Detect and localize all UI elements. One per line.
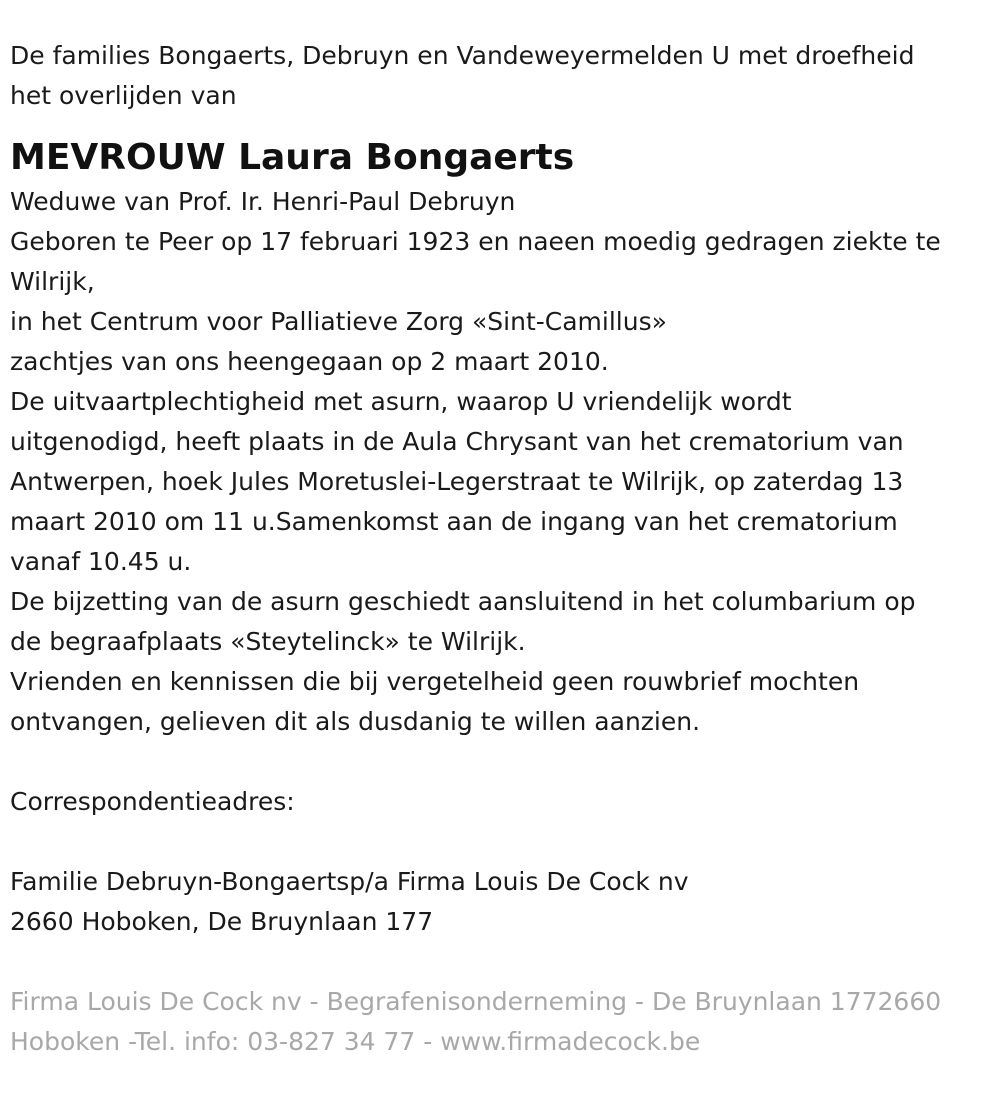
funeral-home-footer — [10, 982, 990, 1062]
body-line: in het Centrum voor Palliatieve Zorg «Sint-Camillus» — [10, 307, 667, 336]
deceased-name: MEVROUW Laura Bongaerts — [10, 137, 575, 178]
body-line: uitgenodigd, heeft plaats in de Aula Chrysant van het crematorium van — [10, 427, 904, 456]
body-line: Wilrijk, — [10, 267, 95, 296]
body-line: Antwerpen, hoek Jules Moretuslei-Legerstraat te Wilrijk, op zaterdag 13 — [10, 467, 904, 496]
body-line: Weduwe van Prof. Ir. Henri-Paul Debruyn — [10, 187, 516, 216]
announcement-body — [10, 182, 990, 742]
address-line: 2660 Hoboken, De Bruynlaan 177 — [10, 907, 434, 936]
body-line: zachtjes van ons heengegaan op 2 maart 2010. — [10, 347, 609, 376]
body-line: vanaf 10.45 u. — [10, 547, 192, 576]
body-line: De bijzetting van de asurn geschiedt aansluitend in het columbarium op — [10, 587, 916, 616]
website-link[interactable]: www.firmadecock.be — [440, 1027, 701, 1056]
address-line: Familie Debruyn-Bongaertsp/a Firma Louis De Cock nv — [10, 867, 689, 896]
footer-line — [10, 1022, 990, 1062]
body-line: de begraafplaats «Steytelinck» te Wilrijk. — [10, 627, 526, 656]
spacer — [10, 822, 990, 862]
footer-line: Firma Louis De Cock nv - Begrafenisonderneming - De Bruynlaan 1772660 — [10, 987, 942, 1016]
body-line: De uitvaartplechtigheid met asurn, waarop U vriendelijk wordt — [10, 387, 792, 416]
body-line: ontvangen, gelieven dit als dusdanig te willen aanzien. — [10, 707, 701, 736]
correspondence-address — [10, 862, 990, 942]
body-line: Geboren te Peer op 17 februari 1923 en naeen moedig gedragen ziekte te — [10, 227, 941, 256]
intro-line: het overlijden van — [10, 81, 237, 110]
spacer — [10, 742, 990, 782]
body-line: maart 2010 om 11 u.Samenkomst aan de ingang van het crematorium — [10, 507, 898, 536]
body-line: Vrienden en kennissen die bij vergetelheid geen rouwbrief mochten — [10, 667, 860, 696]
footer-contact: Hoboken -Tel. info: 03-827 34 77 - — [10, 1027, 441, 1056]
intro-line: De families Bongaerts, Debruyn en Vandeweyermelden U met droefheid — [10, 41, 915, 70]
correspondence-label: Correspondentieadres: — [10, 787, 295, 816]
